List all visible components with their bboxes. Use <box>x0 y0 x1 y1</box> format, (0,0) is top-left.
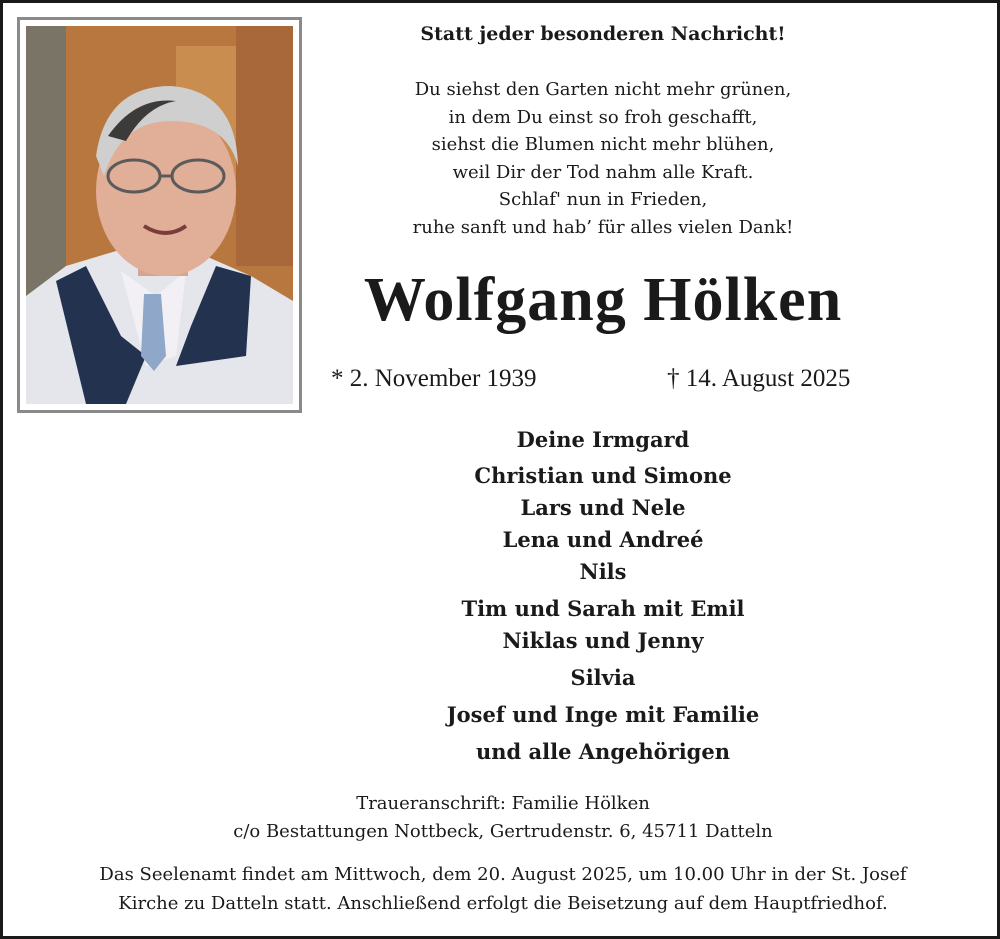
birth-date: * 2. November 1939 <box>331 365 537 392</box>
poem-line: Schlaf' nun in Frieden, <box>498 189 708 210</box>
address-line: c/o Bestattungen Nottbeck, Gertrudenstr. 6, 45711 Datteln <box>233 821 773 842</box>
poem <box>323 76 883 241</box>
poem-line: in dem Du einst so froh geschafft, <box>448 106 758 128</box>
poem-line: ruhe sanft und hab’ für alles vielen Dank! <box>412 216 794 238</box>
poem-line: siehst die Blumen nicht mehr blühen, <box>431 134 775 155</box>
notice-line: Kirche zu Datteln statt. Anschließend erfolgt die Beisetzung auf dem Hauptfriedhof. <box>118 893 888 914</box>
death-date: † 14. August 2025 <box>667 365 851 392</box>
mourning-address <box>153 790 853 846</box>
mourner-line: Lena und Andreé <box>502 527 704 552</box>
service-notice <box>33 860 973 918</box>
poem-line: Du siehst den Garten nicht mehr grünen, <box>414 79 792 100</box>
portrait-frame <box>17 17 302 413</box>
mourner-line: Tim und Sarah mit Emil <box>461 596 745 621</box>
portrait-photo <box>26 26 293 404</box>
address-line: Traueranschrift: Familie Hölken <box>356 793 650 814</box>
mourner-line: Christian und Simone <box>474 463 732 488</box>
mourner-line: Josef und Inge mit Familie <box>446 702 760 727</box>
mourner-line: Nils <box>579 559 627 584</box>
poem-line: weil Dir der Tod nahm alle Kraft. <box>452 161 754 183</box>
notice-line: Das Seelenamt findet am Mittwoch, dem 20. August 2025, um 10.00 Uhr in der St. Josef <box>99 864 907 885</box>
deceased-name: Wolfgang Hölken <box>363 266 843 334</box>
mourner-line: Deine Irmgard <box>516 427 690 452</box>
mourner-line: und alle Angehörigen <box>476 739 730 764</box>
headline: Statt jeder besonderen Nachricht! <box>420 23 786 45</box>
mourner-line: Silvia <box>570 665 636 690</box>
mourner-line: Niklas und Jenny <box>502 628 704 653</box>
mourner-line: Lars und Nele <box>520 495 686 520</box>
